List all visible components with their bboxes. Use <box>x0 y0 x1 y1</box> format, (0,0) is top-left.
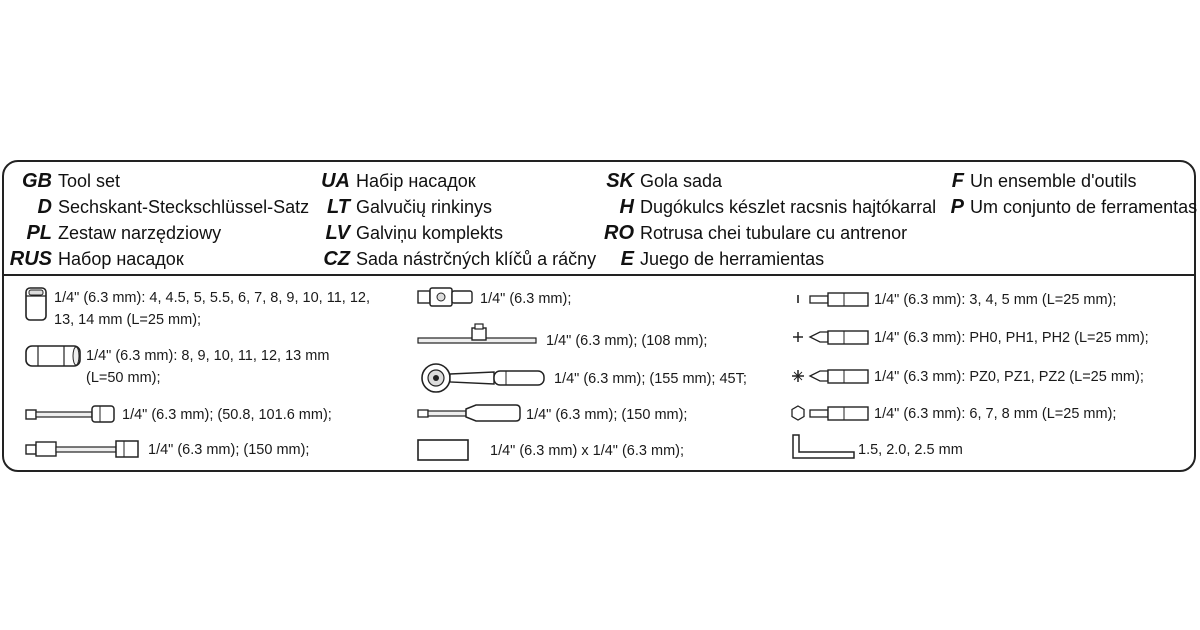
lang-text: Tool set <box>58 171 121 191</box>
lang-code: LT <box>327 196 350 218</box>
lang-code: RO <box>604 222 634 244</box>
lang-row-sk <box>606 168 723 194</box>
lang-row-ua <box>321 168 476 194</box>
item-universal-joint: 1/4" (6.3 mm); (150 mm); <box>148 442 310 458</box>
lang-text: Rotrusa chei tubulare cu antrenor <box>640 223 908 243</box>
lang-row-ro <box>604 220 908 246</box>
extension-bar-icon <box>24 403 118 425</box>
item-hex-key: 1.5, 2.0, 2.5 mm <box>858 442 963 458</box>
item-phillips-bit: 1/4" (6.3 mm): PH0, PH1, PH2 (L=25 mm); <box>874 330 1149 346</box>
lang-text: Набір насадок <box>356 171 476 191</box>
lang-row-lt <box>327 194 493 220</box>
lang-text: Galvučių rinkinys <box>356 197 493 217</box>
spinner-handle-icon <box>416 401 522 425</box>
lang-text: Un ensemble d'outils <box>970 171 1137 191</box>
lang-text: Набор насадок <box>58 249 184 269</box>
item-short-socket-line1: 1/4" (6.3 mm): 4, 4.5, 5, 5.5, 6, 7, 8, 9, 10, 11, 12, <box>54 290 370 306</box>
lang-row-cz <box>323 246 597 272</box>
lang-text: Dugókulcs készlet racsnis hajtókarral <box>640 197 937 217</box>
lang-row-pl <box>26 220 222 246</box>
bit-adapter-icon <box>416 437 472 463</box>
adapter-icon <box>416 286 476 308</box>
lang-row-lv <box>325 220 504 246</box>
lang-code: D <box>37 196 52 218</box>
lang-code: RUS <box>9 248 52 270</box>
item-adapter: 1/4" (6.3 mm); <box>480 291 572 307</box>
hex-key-icon <box>790 432 858 462</box>
lang-code: E <box>620 248 634 270</box>
lang-text: Juego de herramientas <box>640 249 825 269</box>
lang-text: Um conjunto de ferramentas <box>970 197 1198 217</box>
item-short-socket-line2: 13, 14 mm (L=25 mm); <box>54 312 202 328</box>
lang-row-p <box>950 194 1198 220</box>
lang-row-d <box>37 194 310 220</box>
deep-socket-icon <box>24 342 84 370</box>
lang-row-gb <box>22 168 121 194</box>
lang-row-rus <box>9 246 184 272</box>
hex-bit-icon <box>792 403 872 423</box>
lang-code: SK <box>606 170 634 192</box>
ratchet-handle-icon <box>416 362 550 394</box>
item-extension-bar: 1/4" (6.3 mm); (50.8, 101.6 mm); <box>122 407 332 423</box>
slotted-bit-icon <box>792 289 872 309</box>
item-ratchet-handle: 1/4" (6.3 mm); (155 mm); 45T; <box>554 371 747 387</box>
lang-row-f <box>951 168 1137 194</box>
lang-text: Gola sada <box>640 171 723 191</box>
lang-code: GB <box>22 170 52 192</box>
lang-text: Sechskant-Steckschlüssel-Satz <box>58 197 310 217</box>
lang-code: CZ <box>323 248 350 270</box>
item-hex-bit: 1/4" (6.3 mm): 6, 7, 8 mm (L=25 mm); <box>874 406 1117 422</box>
lang-code: UA <box>321 170 350 192</box>
item-deep-socket-line1: 1/4" (6.3 mm): 8, 9, 10, 11, 12, 13 mm <box>86 348 330 364</box>
item-pozidriv-bit: 1/4" (6.3 mm): PZ0, PZ1, PZ2 (L=25 mm); <box>874 369 1144 385</box>
short-socket-icon <box>24 286 48 322</box>
panel-divider <box>2 274 1196 276</box>
item-spinner-handle: 1/4" (6.3 mm); (150 mm); <box>526 407 688 423</box>
universal-joint-icon <box>24 438 142 460</box>
item-slotted-bit: 1/4" (6.3 mm): 3, 4, 5 mm (L=25 mm); <box>874 292 1117 308</box>
phillips-bit-icon <box>792 327 872 347</box>
item-deep-socket-line2: (L=50 mm); <box>86 370 161 386</box>
lang-code: H <box>619 196 634 218</box>
lang-code: F <box>951 170 964 192</box>
item-t-bar: 1/4" (6.3 mm); (108 mm); <box>546 333 708 349</box>
t-bar-icon <box>416 324 542 350</box>
item-bit-adapter: 1/4" (6.3 mm) x 1/4" (6.3 mm); <box>490 443 685 459</box>
lang-text: Galviņu komplekts <box>356 223 504 243</box>
lang-code: LV <box>325 222 350 244</box>
lang-code: PL <box>26 222 52 244</box>
lang-row-h <box>619 194 937 220</box>
lang-code: P <box>950 196 964 218</box>
lang-text: Sada nástrčných klíčů a ráčny <box>356 249 597 269</box>
lang-text: Zestaw narzędziowy <box>58 223 222 243</box>
pozidriv-bit-icon <box>792 366 872 386</box>
lang-row-e <box>620 246 825 272</box>
